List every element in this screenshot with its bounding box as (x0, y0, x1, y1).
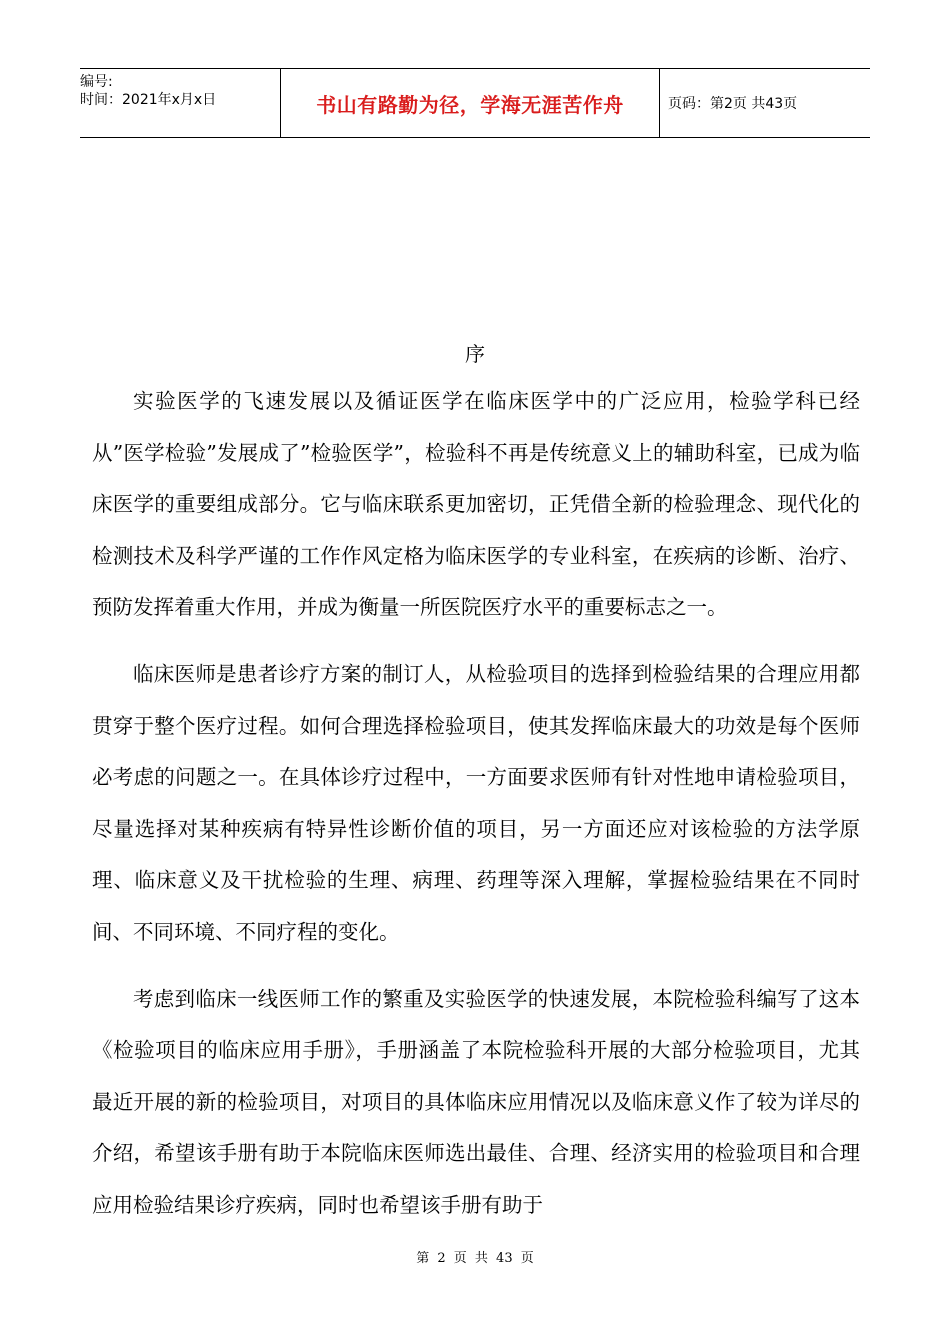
header-meta (80, 69, 281, 137)
header-motto: 书山有路勤为径，学海无涯苦作舟 (281, 69, 660, 137)
document-title: 序 (465, 342, 485, 366)
paragraph: 实验医学的飞速发展以及循证医学在临床医学中的广泛应用，检验学科已经从”医学检验”发展成了”检验医学”，检验科不再是传统意义上的辅助科室，已成为临床医学的重要组成部分。它与临床联系更加密切，正凭借全新的检验理念、现代化的检测技术及科学严谨的工作作风定格为临床医学的专业科室，在疾病的诊断、治疗、预防发挥着重大作用，并成为衡量一所医院医疗水平的重要标志之一。 (92, 389, 860, 620)
document-body (92, 376, 860, 1247)
paragraph: 考虑到临床一线医师工作的繁重及实验医学的快速发展，本院检验科编写了这本《检验项目的临床应用手册》，手册涵盖了本院检验科开展的大部分检验项目，尤其最近开展的新的检验项目，对项目的具体临床应用情况以及临床意义作了较为详尽的介绍，希望该手册有助于本院临床医师选出最佳、合理、经济实用的检验项目和合理应用检验结果诊疗疾病，同时也希望该手册有助于 (92, 986, 860, 1217)
date-line: 时间：2021年x月x日 (80, 92, 217, 108)
serial-label: 编号: (80, 74, 113, 90)
header-page-info: 页码：第2页 共43页 (668, 96, 798, 112)
page-footer: 第 2 页 共 43 页 (416, 1251, 534, 1266)
paragraph: 临床医师是患者诊疗方案的制订人，从检验项目的选择到检验结果的合理应用都贯穿于整个医疗过程。如何合理选择检验项目，使其发挥临床最大的功效是每个医师必考虑的问题之一。在具体诊疗过程中，一方面要求医师有针对性地申请检验项目，尽量选择对某种疾病有特异性诊断价值的项目，另一方面还应对该检验的方法学原理、临床意义及干扰检验的生理、病理、药理等深入理解，掌握检验结果在不同时间、不同环境、不同疗程的变化。 (92, 661, 860, 944)
page-header (80, 68, 870, 138)
